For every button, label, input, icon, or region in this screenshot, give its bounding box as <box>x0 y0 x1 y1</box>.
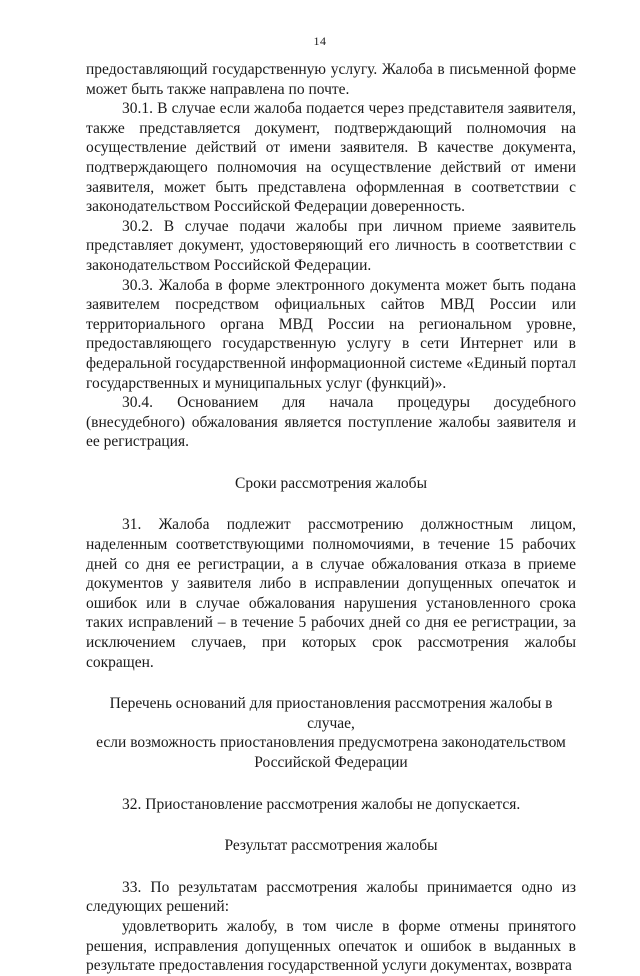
paragraph-30-1: 30.1. В случае если жалоба подается через представителя заявителя, также представляется документ, подтверждающий полномочия на осуществление действий от имени заявителя. В качестве документа, подтверждающего полномочия на осуществление действий от имени заявителя, может быть представлена оформленная в соответствии с законодательством Российской Федерации доверенность. <box>86 100 576 216</box>
page-number: 14 <box>313 34 327 48</box>
paragraph-30-2: 30.2. В случае подачи жалобы при личном приеме заявитель представляет документ, удостоверяющий его личность в соответствии с законодательством Российской Федерации. <box>86 217 576 274</box>
paragraph-continuation: предоставляющий государственную услугу. Жалоба в письменной форме может быть также направлена по почте. <box>86 61 576 98</box>
section-heading-grounds-line-2: если возможность приостановления предусмотрена законодательством <box>96 734 566 752</box>
section-heading-result: Результат рассмотрения жалобы <box>224 837 438 855</box>
section-heading-grounds-line-1: Перечень оснований для приостановления рассмотрения жалобы в случае, <box>109 695 553 732</box>
paragraph-32: 32. Приостановление рассмотрения жалобы не допускается. <box>122 795 521 813</box>
paragraph-33: 33. По результатам рассмотрения жалобы принимается одно из следующих решений: <box>86 878 576 916</box>
section-heading-terms: Сроки рассмотрения жалобы <box>235 474 427 492</box>
paragraph-30-3: 30.3. Жалоба в форме электронного документа может быть подана заявителем посредством официальных сайтов МВД России или территориального органа МВД России на региональном уровне, предоставляющего государственную услугу в сети Интернет или в федеральной государственной информационной системе «Единый портал государственных и муниципальных услуг (функций)». <box>86 276 576 392</box>
paragraph-30-4: 30.4. Основанием для начала процедуры досудебного (внесудебного) обжалования является поступление жалобы заявителя и ее регистрация. <box>86 394 576 451</box>
paragraph-33-option-1: удовлетворить жалобу, в том числе в форме отмены принятого решения, исправления допущенных опечаток и ошибок в выданных в результате предоставления государственной услуги документах, возврата <box>86 917 576 975</box>
section-heading-grounds-line-3: Российской Федерации <box>254 754 408 771</box>
document-body <box>86 60 576 976</box>
paragraph-31: 31. Жалоба подлежит рассмотрению должностным лицом, наделенным соответствующими полномочиями, в течение 15 рабочих дней со дня ее регистрации, а в случае обжалования отказа в приеме документов у заявителя либо в исправлении допущенных опечаток и ошибок или в случае обжалования нарушения установленного срока таких исправлений – в течение 5 рабочих дней со дня ее регистрации, за исключением случаев, при которых срок рассмотрения жалобы сокращен. <box>86 516 576 671</box>
